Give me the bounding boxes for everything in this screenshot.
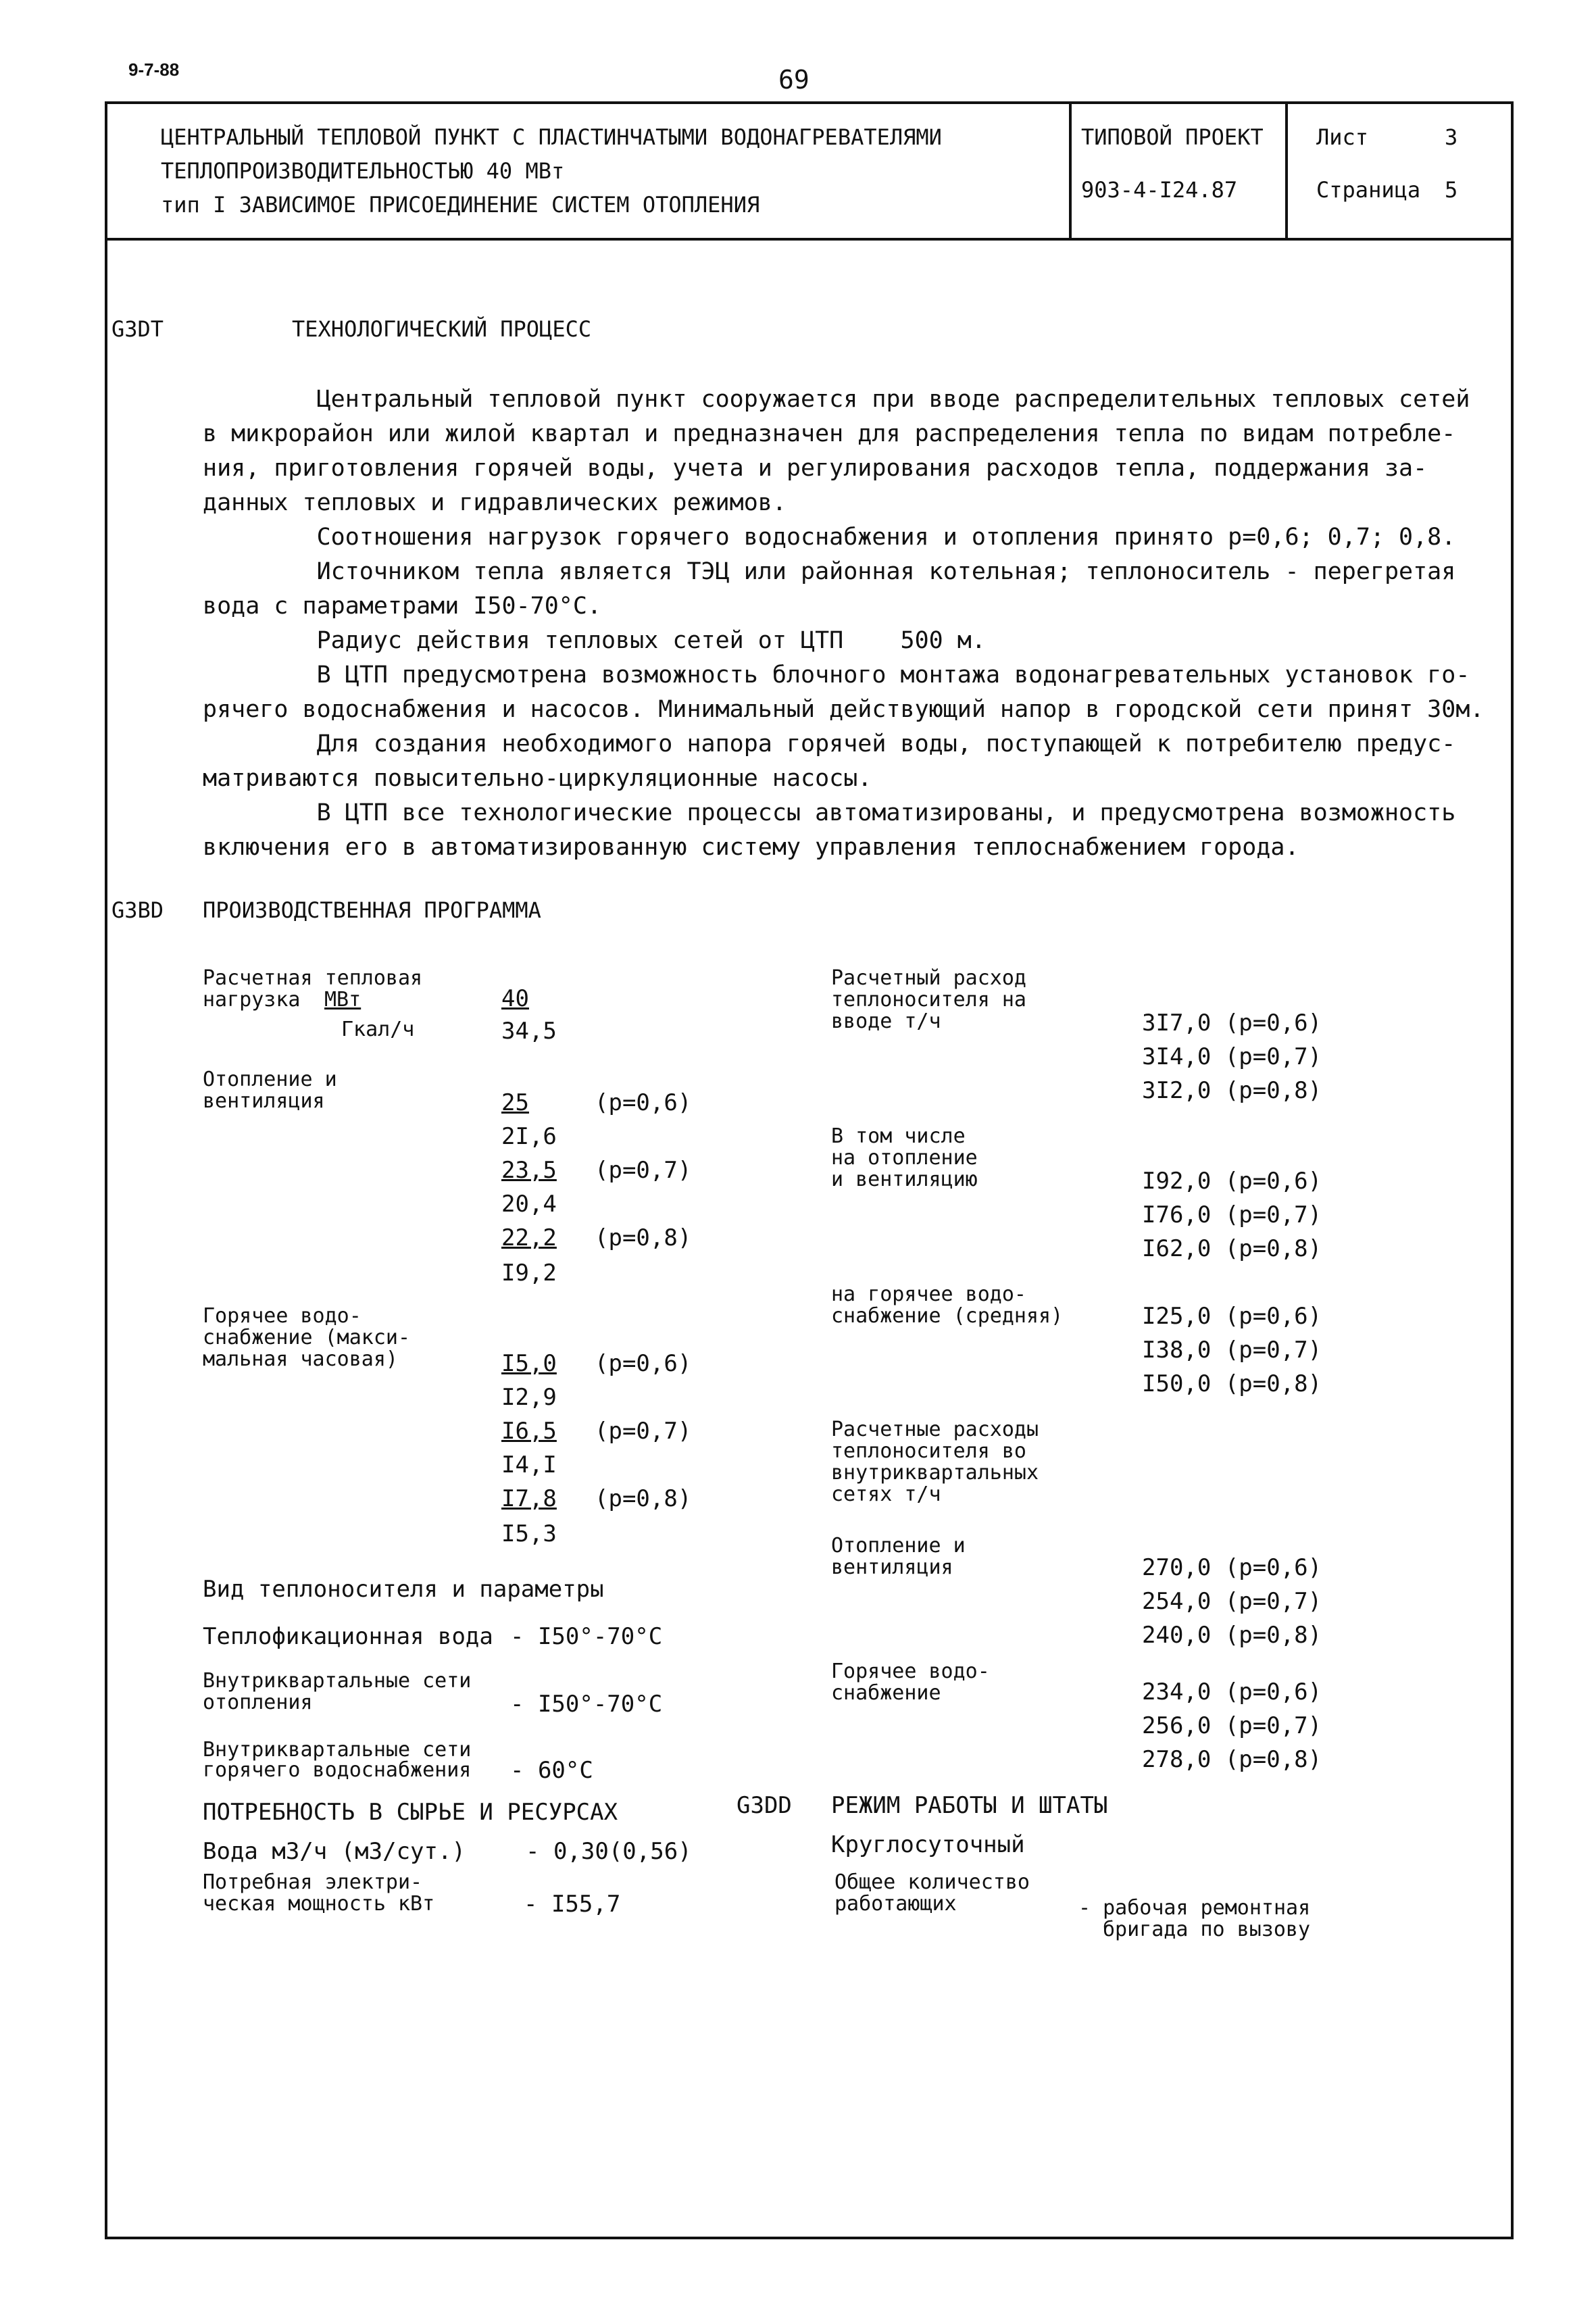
- carrier-label: горячего водоснабжения: [203, 1758, 472, 1782]
- unit-mw: МВт: [324, 988, 361, 1012]
- text-line: Для создания необходимого напора горячей воды, поступающей к потребителю предус-: [203, 730, 1456, 757]
- text-line: включения его в автоматизированную систему управления теплоснабжением города.: [203, 834, 1299, 861]
- hot-water-p: (р=0,7): [595, 1418, 692, 1445]
- flow-label: вводе т/ч: [831, 1010, 941, 1033]
- inner-heating-label: вентиляция: [831, 1555, 953, 1579]
- inner-flow-label: сетях т/ч: [831, 1483, 941, 1506]
- text-line: Источником тепла является ТЭЦ или районная котельная; теплоноситель - перегретая: [203, 558, 1456, 585]
- staff-value: - рабочая ремонтная: [1078, 1896, 1311, 1920]
- incl-label: В том числе: [831, 1124, 966, 1148]
- heating-mw: 25: [501, 1089, 529, 1116]
- inner-hot-water-value: 256,0 (р=0,7): [1142, 1712, 1322, 1739]
- staff-label: работающих: [834, 1892, 957, 1916]
- section-code: G3BD: [111, 897, 164, 923]
- incl-value: I92,0 (р=0,6): [1142, 1168, 1322, 1195]
- incl-value: I62,0 (р=0,8): [1142, 1235, 1322, 1262]
- date-stamp: 9-7-88: [128, 59, 180, 80]
- carrier-label: Теплофикационная вода: [203, 1623, 493, 1650]
- power-label: ческая мощность кВт: [203, 1892, 435, 1916]
- section-code: G3DD: [737, 1792, 792, 1819]
- text-line: в микрорайон или жилой квартал и предназначен для распределения тепла по видам потребле-: [203, 420, 1456, 447]
- title-line-3: тип I ЗАВИСИМОЕ ПРИСОЕДИНЕНИЕ СИСТЕМ ОТОПЛЕНИЯ: [161, 192, 760, 218]
- heating-mw: 23,5: [501, 1157, 557, 1184]
- water-value: - 0,30(0,56): [526, 1838, 692, 1865]
- project-label: ТИПОВОЙ ПРОЕКТ: [1081, 124, 1264, 150]
- inner-heating-value: 240,0 (р=0,8): [1142, 1622, 1322, 1649]
- carrier-value: - I50°-70°С: [510, 1691, 663, 1718]
- work-mode: Круглосуточный: [831, 1831, 1025, 1858]
- inner-hot-water-value: 278,0 (р=0,8): [1142, 1746, 1322, 1773]
- inner-hot-water-value: 234,0 (р=0,6): [1142, 1678, 1322, 1706]
- water-label: Вода м3/ч (м3/сут.): [203, 1838, 466, 1865]
- inner-flow-label: теплоносителя во: [831, 1439, 1026, 1463]
- heating-gcal: 20,4: [501, 1191, 557, 1218]
- section-title: РЕЖИМ РАБОТЫ И ШТАТЫ: [831, 1792, 1108, 1819]
- flow-value: 3I4,0 (р=0,7): [1142, 1043, 1322, 1070]
- heating-label: Отопление и: [203, 1068, 337, 1091]
- sheet-label: Лист: [1316, 124, 1369, 150]
- flow-value: 3I7,0 (р=0,6): [1142, 1010, 1322, 1037]
- hot-water-gcal: I5,3: [501, 1520, 557, 1547]
- unit-gcal: Гкал/ч: [341, 1018, 415, 1041]
- inner-flow-label: внутриквартальных: [831, 1461, 1039, 1485]
- carrier-label: Внутриквартальные сети: [203, 1669, 472, 1693]
- inner-hot-water-label: снабжение: [831, 1681, 941, 1705]
- incl-label: на отопление: [831, 1146, 978, 1170]
- hot-water-mw: I7,8: [501, 1485, 557, 1512]
- hot-water-gcal: I2,9: [501, 1384, 557, 1411]
- incl-label: и вентиляцию: [831, 1168, 978, 1191]
- text-line: ния, приготовления горячей воды, учета и регулирования расходов тепла, поддержания за-: [203, 455, 1428, 482]
- carrier-title: Вид теплоносителя и параметры: [203, 1576, 604, 1603]
- page-number: 69: [778, 65, 809, 95]
- page-value: 5: [1445, 177, 1458, 203]
- load-gcal: 34,5: [501, 1018, 557, 1045]
- staff-label: Общее количество: [834, 1870, 1030, 1894]
- hot-water-avg-value: I38,0 (р=0,7): [1142, 1337, 1322, 1364]
- text-line: Центральный тепловой пункт сооружается при вводе распределительных тепловых сетей: [203, 386, 1470, 413]
- text-line: данных тепловых и гидравлических режимов.: [203, 489, 787, 516]
- heating-p: (р=0,6): [595, 1089, 692, 1116]
- title-line-1: ЦЕНТРАЛЬНЫЙ ТЕПЛОВОЙ ПУНКТ С ПЛАСТИНЧАТЫМИ ВОДОНАГРЕВАТЕЛЯМИ: [161, 124, 942, 150]
- title-line-2: ТЕПЛОПРОИЗВОДИТЕЛЬНОСТЬЮ 40 МВт: [161, 158, 565, 184]
- resources-title: ПОТРЕБНОСТЬ В СЫРЬЕ И РЕСУРСАХ: [203, 1799, 618, 1826]
- text-line: рячего водоснабжения и насосов. Минимальный действующий напор в городской сети принят 30м.: [203, 696, 1485, 723]
- heating-gcal: I9,2: [501, 1260, 557, 1287]
- inner-heating-label: Отопление и: [831, 1534, 966, 1558]
- power-label: Потребная электри-: [203, 1870, 423, 1894]
- hot-water-avg-label: снабжение (средняя): [831, 1304, 1064, 1328]
- hot-water-gcal: I4,I: [501, 1451, 557, 1478]
- header-divider-vertical-2: [1285, 101, 1288, 239]
- carrier-value: - I50°-70°С: [510, 1623, 663, 1650]
- inner-heating-value: 254,0 (р=0,7): [1142, 1588, 1322, 1615]
- hot-water-avg-value: I50,0 (р=0,8): [1142, 1370, 1322, 1397]
- text-line: В ЦТП предусмотрена возможность блочного монтажа водонагревательных установок го-: [203, 662, 1470, 689]
- hot-water-label: снабжение (макси-: [203, 1326, 411, 1349]
- project-number: 903-4-I24.87: [1081, 177, 1238, 203]
- section-title: ПРОИЗВОДСТВЕННАЯ ПРОГРАММА: [203, 897, 541, 923]
- carrier-label: отопления: [203, 1691, 313, 1714]
- hot-water-label: мальная часовая): [203, 1347, 398, 1371]
- text-line: В ЦТП все технологические процессы автоматизированы, и предусмотрена возможность: [203, 799, 1456, 826]
- power-value: - I55,7: [524, 1891, 621, 1918]
- heating-label: вентиляция: [203, 1089, 325, 1113]
- text-line: матриваются повысительно-циркуляционные насосы.: [203, 765, 872, 792]
- flow-label: Расчетный расход: [831, 966, 1026, 990]
- load-label: нагрузка: [203, 988, 301, 1012]
- hot-water-label: Горячее водо-: [203, 1304, 361, 1328]
- hot-water-avg-label: на горячее водо-: [831, 1283, 1026, 1306]
- load-mw: 40: [501, 985, 529, 1012]
- sheet-value: 3: [1445, 124, 1458, 150]
- hot-water-avg-value: I25,0 (р=0,6): [1142, 1303, 1322, 1330]
- heating-p: (р=0,7): [595, 1157, 692, 1184]
- incl-value: I76,0 (р=0,7): [1142, 1201, 1322, 1228]
- text-line: Соотношения нагрузок горячего водоснабжения и отопления принято р=0,6; 0,7; 0,8.: [203, 524, 1456, 551]
- heating-p: (р=0,8): [595, 1224, 692, 1251]
- text-line: вода с параметрами I50-70°С.: [203, 593, 602, 620]
- heating-gcal: 2I,6: [501, 1123, 557, 1150]
- load-label: Расчетная тепловая: [203, 966, 423, 990]
- flow-value: 3I2,0 (р=0,8): [1142, 1077, 1322, 1104]
- section-code: G3DT: [111, 316, 164, 342]
- header-divider: [105, 238, 1514, 241]
- text-line: Радиус действия тепловых сетей от ЦТП 500 м.: [203, 627, 986, 654]
- process-text: [203, 382, 1485, 865]
- hot-water-mw: I5,0: [501, 1350, 557, 1377]
- heating-mw: 22,2: [501, 1224, 557, 1251]
- section-title: ТЕХНОЛОГИЧЕСКИЙ ПРОЦЕСС: [292, 316, 592, 342]
- header-divider-vertical-1: [1069, 101, 1072, 239]
- inner-flow-label: Расчетные расходы: [831, 1418, 1039, 1441]
- carrier-label: Внутриквартальные сети: [203, 1738, 472, 1762]
- flow-label: теплоносителя на: [831, 988, 1026, 1012]
- inner-heating-value: 270,0 (р=0,6): [1142, 1554, 1322, 1581]
- page-label: Страница: [1316, 177, 1421, 203]
- hot-water-p: (р=0,6): [595, 1350, 692, 1377]
- staff-value: бригада по вызову: [1103, 1918, 1311, 1941]
- inner-hot-water-label: Горячее водо-: [831, 1660, 990, 1683]
- hot-water-mw: I6,5: [501, 1418, 557, 1445]
- carrier-value: - 60°С: [510, 1757, 593, 1784]
- hot-water-p: (р=0,8): [595, 1485, 692, 1512]
